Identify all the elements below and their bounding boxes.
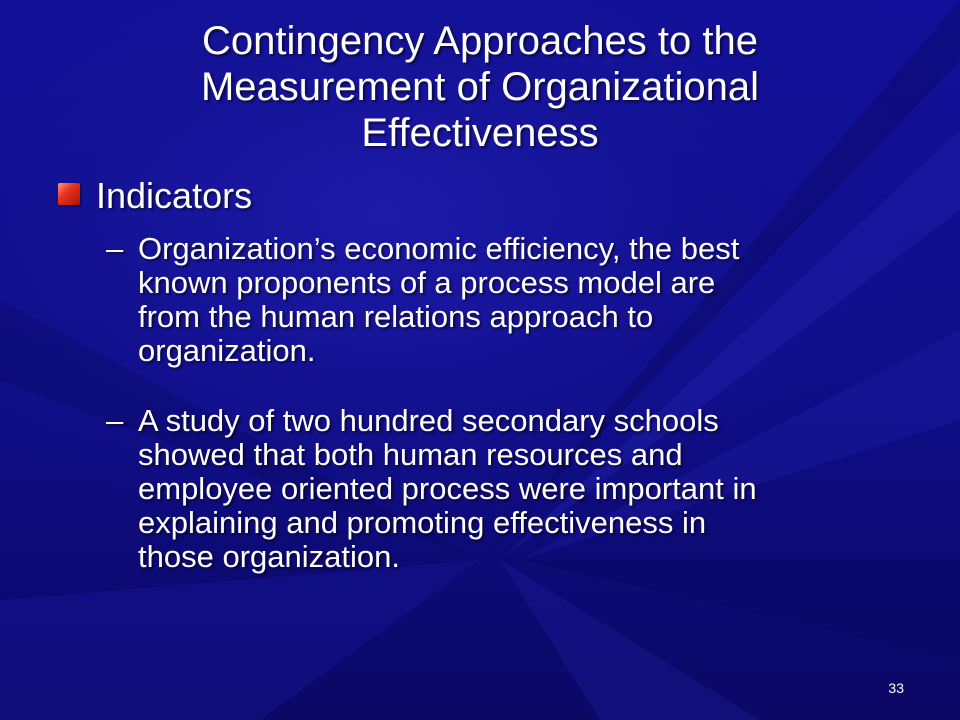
text-line: from the human relations approach to [138,299,654,334]
text-line: employee oriented process were important in [138,471,757,506]
text-line: organization. [138,333,316,368]
text-line: explaining and promoting effectiveness in [138,505,707,540]
text-line: showed that both human resources and [138,437,683,472]
bullet-label: Indicators [96,175,253,216]
square-bullet-icon [58,183,80,205]
dash-marker: – [106,403,124,438]
title-line: Effectiveness [361,111,599,155]
text-line: those organization. [138,539,400,574]
text-line: Organization’s economic efficiency, the best [138,231,740,266]
sub-bullet-schools-study [106,404,906,574]
text-line: known proponents of a process model are [138,265,716,300]
slide-title [120,18,840,156]
sub-bullet-text [138,404,906,574]
title-line: Contingency Approaches to the [202,19,758,63]
text-line: A study of two hundred secondary schools [138,403,719,438]
page-number: 33 [888,680,904,696]
title-line: Measurement of Organizational [200,65,760,109]
sub-bullet-text [138,232,906,368]
dash-marker: – [106,231,124,266]
sub-bullet-economic-efficiency [106,232,906,368]
